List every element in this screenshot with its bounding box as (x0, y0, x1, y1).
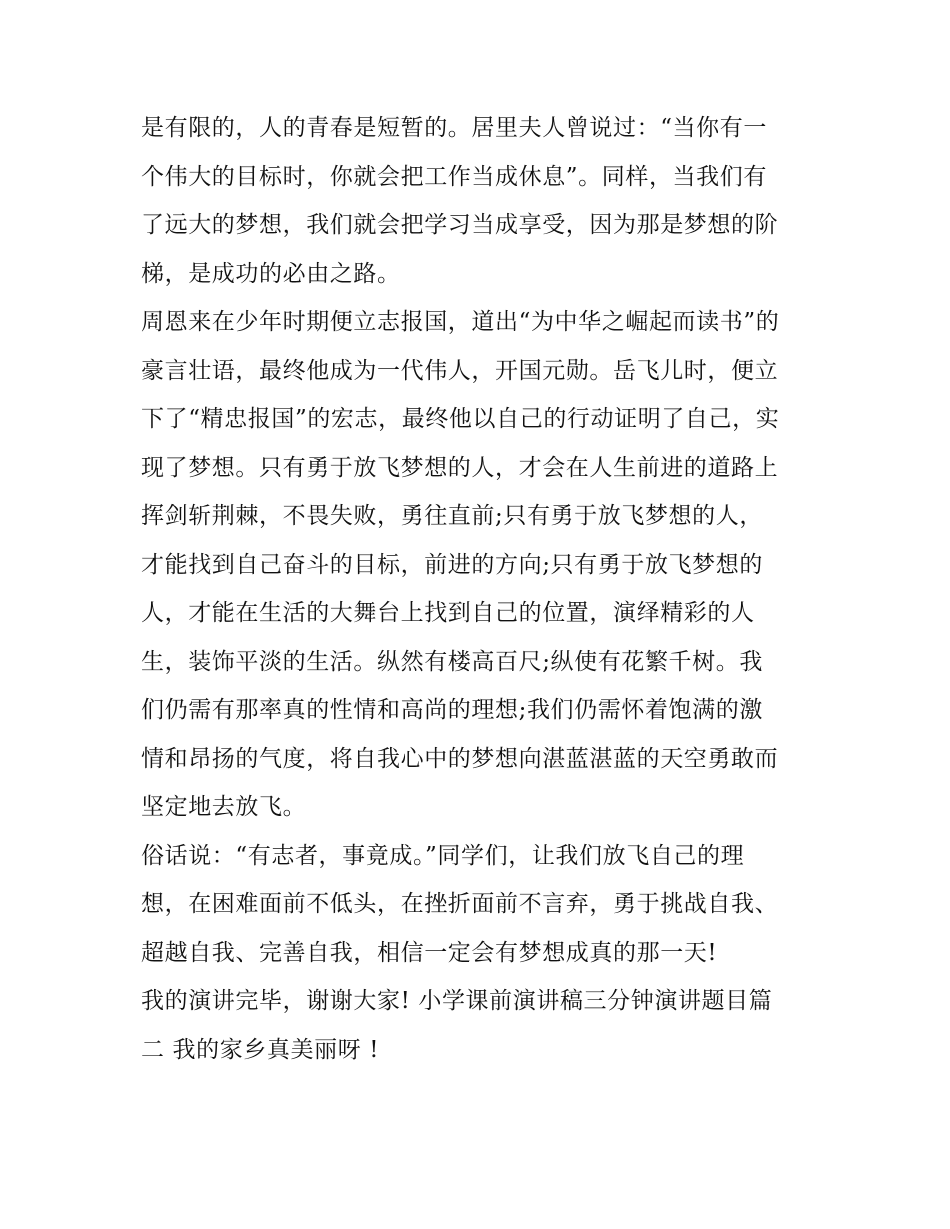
text-line: 个伟大的目标时，你就会把工作当成休息”。同样，当我们有 (141, 163, 767, 190)
text-line: 们仍需有那率真的性情和高尚的理想;我们仍需怀着饱满的激 (141, 697, 763, 723)
text-line: 梯，是成功的必由之路。 (141, 260, 401, 287)
text-line: 情和昂扬的气度，将自我心中的梦想向湛蓝湛蓝的天空勇敢而 (141, 745, 779, 772)
text-line: 豪言壮语，最终他成为一代伟人，开国元勋。岳飞儿时，便立 (141, 357, 779, 384)
text-line: 生，装饰平淡的生活。纵然有楼高百尺;纵使有花繁千树。我 (141, 648, 763, 675)
text-line: 才能找到自己奋斗的目标，前进的方向;只有勇于放飞梦想的 (141, 551, 763, 578)
text-line: 我的演讲完毕，谢谢大家! 小学课前演讲稿三分钟演讲题目篇 (141, 988, 773, 1014)
text-line: 周恩来在少年时期便立志报国，道出“为中华之崛起而读书”的 (141, 309, 780, 335)
text-line: 人，才能在生活的大舞台上找到自己的位置，演绎精彩的人 (141, 600, 755, 626)
text-line: 了远大的梦想，我们就会把学习当成享受，因为那是梦想的阶 (141, 212, 779, 238)
text-line: 俗话说：“有志者，事竟成。”同学们，让我们放飞自己的理 (141, 842, 745, 869)
text-line: 挥剑斩荆棘，不畏失败，勇往直前;只有勇于放飞梦想的人， (141, 503, 763, 529)
text-line: 超越自我、完善自我，相信一定会有梦想成真的那一天! (141, 939, 718, 966)
text-line: 二 我的家乡真美丽呀 ! (141, 1036, 380, 1063)
text-line: 坚定地去放飞。 (141, 794, 307, 820)
text-line: 现了梦想。只有勇于放飞梦想的人，才会在人生前进的道路上 (141, 454, 779, 481)
text-line: 想，在困难面前不低头，在挫折面前不言弃，勇于挑战自我、 (141, 891, 779, 917)
document-body (141, 104, 821, 1074)
text-line: 是有限的，人的青春是短暂的。居里夫人曾说过：“当你有一 (141, 115, 767, 141)
text-line: 下了“精忠报国”的宏志，最终他以自己的行动证明了自己，实 (141, 406, 780, 432)
